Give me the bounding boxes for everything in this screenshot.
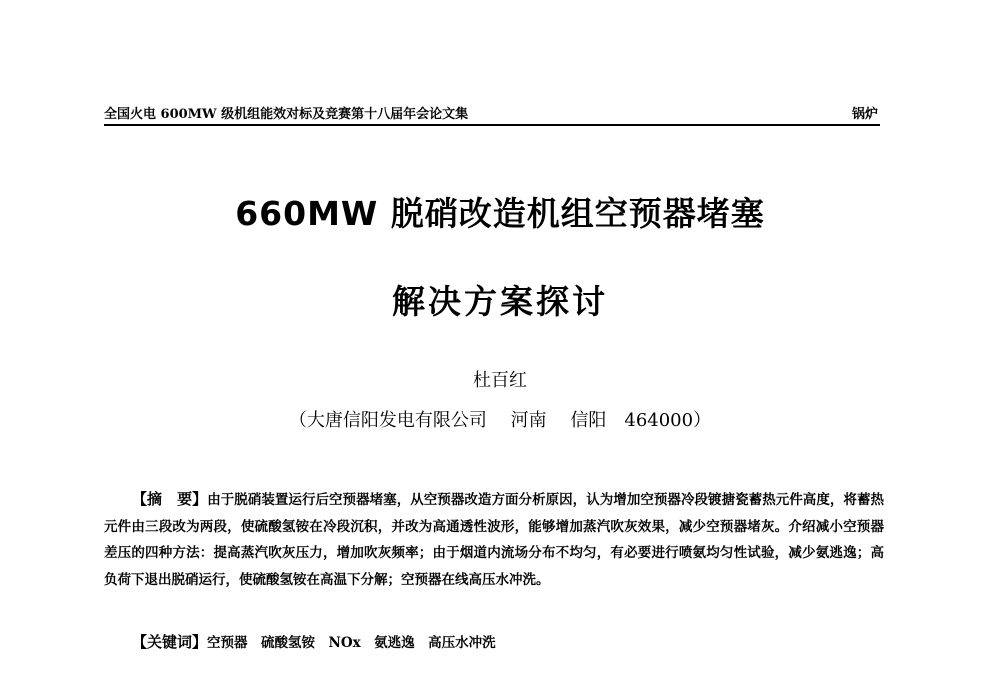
abstract-text: 由于脱硝装置运行后空预器堵塞，从空预器改造方面分析原因，认为增加空预器冷段镀搪瓷蓄热元件高度，将蓄热元件由三段改为两段，使硫酸氢铵在冷段沉积，并改为高通透性波形，能够增加蒸汽吹灰效果，减少空预器堵灰。介绍减小空预器差压的四种方法：提高蒸汽吹灰压力，增加吹灰频率；由于烟道内流场分布不均匀，有必要进行喷氨均匀性试验，减少氨逃逸；高负荷下退出脱硝运行，使硫酸氢铵在高温下分解；空预器在线高压水冲洗。: [104, 492, 884, 588]
proceedings-title: 全国火电 600MW 级机组能效对标及竞赛第十八届年会论文集: [104, 107, 469, 122]
section-label: 锅炉: [851, 107, 878, 122]
keywords-label: 【关键词】: [132, 633, 208, 651]
author-affiliation: （大唐信阳发电有限公司 河南 信阳 464000）: [288, 410, 712, 431]
running-header: [104, 100, 880, 126]
paper-title-line-1: 660MW 脱硝改造机组空预器堵塞: [235, 194, 765, 233]
author-name: 杜百红: [473, 370, 527, 391]
abstract-paragraph: [104, 486, 884, 593]
keywords-line: [132, 630, 882, 655]
abstract-label: 【摘 要】: [132, 490, 208, 508]
keywords-text: 空预器 硫酸氢铵 NOx 氨逃逸 高压水冲洗: [207, 635, 496, 651]
paper-title-line-2: 解决方案探讨: [392, 282, 608, 321]
